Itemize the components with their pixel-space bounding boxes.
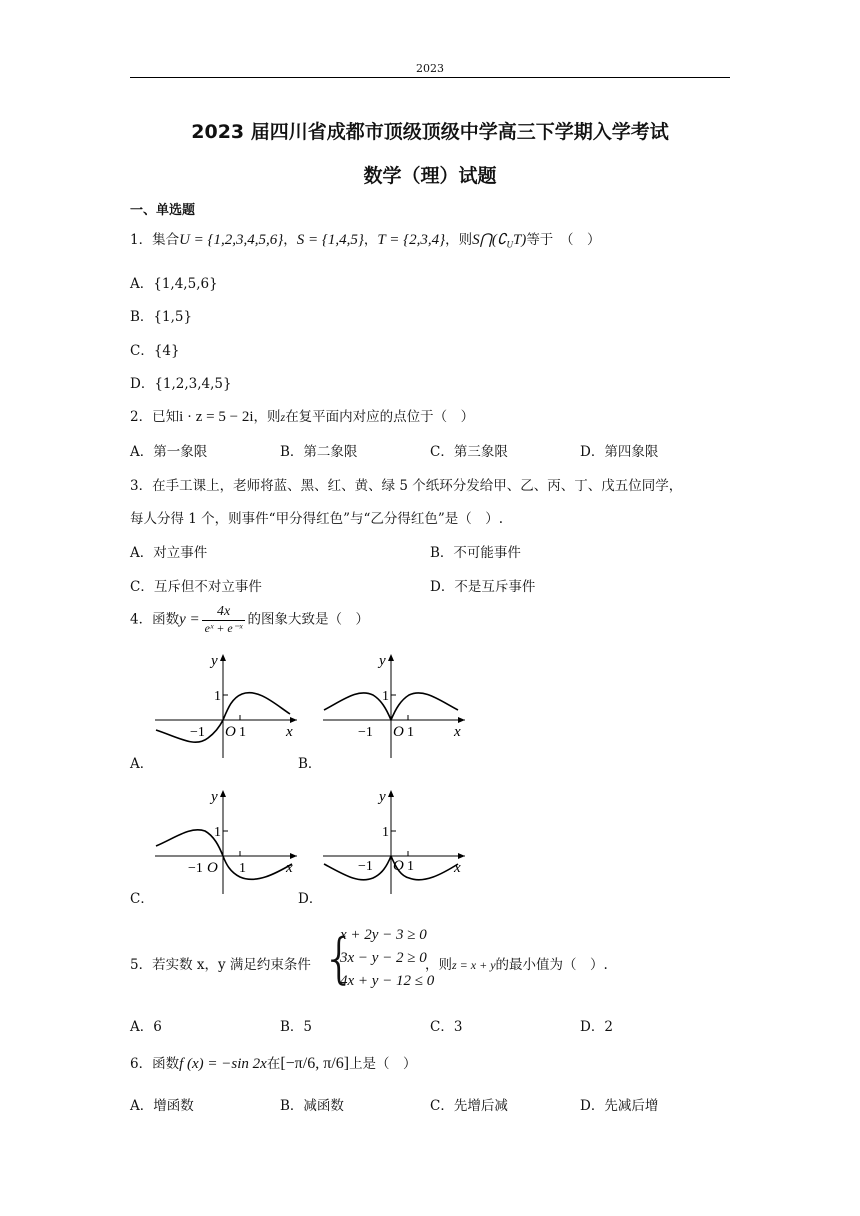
q6-pre: 函数 <box>152 1056 180 1072</box>
q6-number: 6． <box>130 1056 153 1072</box>
graph-c-one-y: 1 <box>214 825 221 840</box>
q2-equation: i · z = 5 − 2i <box>179 409 254 425</box>
q6-post: 上是（ ） <box>349 1056 417 1072</box>
graph-d-x-label: x <box>454 860 461 876</box>
graph-b-one-y: 1 <box>382 689 389 704</box>
q6-function: f (x) = −sin 2x <box>179 1056 267 1072</box>
question-2 <box>130 405 474 426</box>
graph-a-one-y: 1 <box>214 689 221 704</box>
q4-fraction <box>202 604 246 636</box>
section-heading: 一、单选题 <box>130 203 196 218</box>
q2-option-c: C．第三象限 <box>430 444 508 460</box>
q5-post: 的最小值为（ ）. <box>495 957 608 973</box>
q5-z: z = x + y <box>452 958 496 972</box>
graph-b-neg-one: −1 <box>358 725 373 740</box>
graph-d-neg-one: −1 <box>358 859 373 874</box>
question-5-suffix <box>425 953 608 973</box>
graph-b-one-x: 1 <box>407 725 414 740</box>
graph-d-one-x: 1 <box>407 859 414 874</box>
q3-option-b: B．不可能事件 <box>430 545 521 561</box>
graph-a-origin: O <box>225 724 236 740</box>
q1-post: 等于 （ ） <box>526 232 601 248</box>
question-1: 1．集合U = {1,2,3,4,5,6}，S = {1,4,5}，T = {2,3,4}，则$S⋂(∁_UT)$等于 （ ） <box>130 232 601 250</box>
q5-option-a: A．6 <box>130 1019 162 1035</box>
question-5-prefix <box>130 953 311 973</box>
graph-a-one-x: 1 <box>239 725 246 740</box>
q2-z: z <box>280 410 286 424</box>
q4-label-b: B． <box>298 756 322 772</box>
q6-option-d: D．先减后增 <box>580 1098 659 1114</box>
q4-label-d: D． <box>298 891 323 907</box>
q5-option-c: C．3 <box>430 1019 463 1035</box>
q3-option-c: C．互斥但不对立事件 <box>130 579 262 595</box>
q1-option-d: D．{1,2,3,4,5} <box>130 376 232 392</box>
graph-c-neg-one: −1 <box>188 861 203 876</box>
q6-option-b: B．减函数 <box>280 1098 344 1114</box>
graph-a-neg-one: −1 <box>190 725 205 740</box>
graph-b-origin: O <box>393 724 404 740</box>
q6-interval: [−π/6, π/6] <box>280 1055 350 1072</box>
graph-a-y-label: y <box>211 653 218 669</box>
graph-b-x-label: x <box>454 724 461 740</box>
question-6 <box>130 1052 417 1073</box>
exam-subtitle: 数学（理）试题 <box>363 165 497 187</box>
q5-constraint-3: 4x + y − 12 ≤ 0 <box>340 973 435 989</box>
q3-option-a: A．对立事件 <box>130 545 208 561</box>
graph-c-y-label: y <box>211 789 218 805</box>
q1-option-b: B．{1,5} <box>130 309 193 325</box>
q1-set-u: U = {1,2,3,4,5,6} <box>179 232 284 248</box>
graph-c-x-label: x <box>286 860 293 876</box>
q1-expr2: T) <box>512 232 527 248</box>
q5-constraint-2: 3x − y − 2 ≥ 0 <box>340 950 427 966</box>
graph-b-y-label: y <box>379 653 386 669</box>
question-4 <box>130 604 369 636</box>
q1-option-c: C．{4} <box>130 343 180 359</box>
q1-pre: 集合 <box>152 232 180 248</box>
q1-set-t: T = {2,3,4} <box>377 232 446 248</box>
q4-numerator: 4x <box>202 604 246 621</box>
q6-option-a: A．增函数 <box>130 1098 194 1114</box>
q5-mid: ，则 <box>425 957 452 973</box>
graph-c-one-x: 1 <box>239 861 246 876</box>
graph-c <box>150 784 305 894</box>
q5-pre: 若实数 x，y 满足约束条件 <box>152 957 311 973</box>
q1-set-s: S = {1,4,5} <box>296 232 364 248</box>
q5-constraint-1: x + 2y − 3 ≥ 0 <box>340 927 427 943</box>
q5-option-d: D．2 <box>580 1019 613 1035</box>
q2-number: 2． <box>130 409 153 425</box>
graph-a <box>150 648 305 758</box>
q4-pre: 函数 <box>152 611 180 628</box>
graph-d-one-y: 1 <box>382 825 389 840</box>
q2-pre: 已知 <box>152 409 180 425</box>
question-3-line-1: 3．在手工课上，老师将蓝、黑、红、黄、绿 5 个纸环分发给甲、乙、丙、丁、戊五位同学， <box>130 478 683 494</box>
q4-y: y = <box>179 611 200 628</box>
graph-a-x-label: x <box>286 724 293 740</box>
q4-denominator: eˣ + e⁻ˣ <box>204 621 243 635</box>
q4-post: 的图象大致是（ ） <box>247 611 369 628</box>
graph-c-origin: O <box>207 860 218 876</box>
q2-post: 在复平面内对应的点位于（ ） <box>285 409 475 425</box>
q2-option-b: B．第二象限 <box>280 444 358 460</box>
q5-option-b: B．5 <box>280 1019 313 1035</box>
q1-expr: S⋂(∁ <box>472 232 507 248</box>
graph-b <box>318 648 473 758</box>
q5-number: 5． <box>130 957 153 973</box>
q2-option-d: D．第四象限 <box>580 444 659 460</box>
q2-option-a: A．第一象限 <box>130 444 208 460</box>
q4-label-c: C． <box>130 891 154 907</box>
page-header-year: 2023 <box>416 62 444 75</box>
q1-option-a: A．{1,4,5,6} <box>130 276 218 292</box>
graph-d-y-label: y <box>379 789 386 805</box>
graph-d <box>318 784 473 894</box>
q4-number: 4． <box>130 611 153 628</box>
graph-d-origin: O <box>393 858 404 874</box>
q5-brace: { <box>322 927 357 990</box>
q3-option-d: D．不是互斥事件 <box>430 579 536 595</box>
q1-mid: ，则 <box>445 232 473 248</box>
exam-title: 2023 届四川省成都市顶级顶级中学高三下学期入学考试 <box>191 121 669 143</box>
q6-option-c: C．先增后减 <box>430 1098 508 1114</box>
question-3-line-2: 每人分得 1 个，则事件“甲分得红色”与“乙分得红色”是（ ）. <box>130 511 504 527</box>
q1-number: 1． <box>130 232 153 248</box>
q6-mid: 在 <box>266 1056 281 1072</box>
q1-sub: U <box>506 239 513 250</box>
q2-mid: ，则 <box>253 409 281 425</box>
header-rule <box>130 77 730 78</box>
q4-label-a: A． <box>130 756 154 772</box>
